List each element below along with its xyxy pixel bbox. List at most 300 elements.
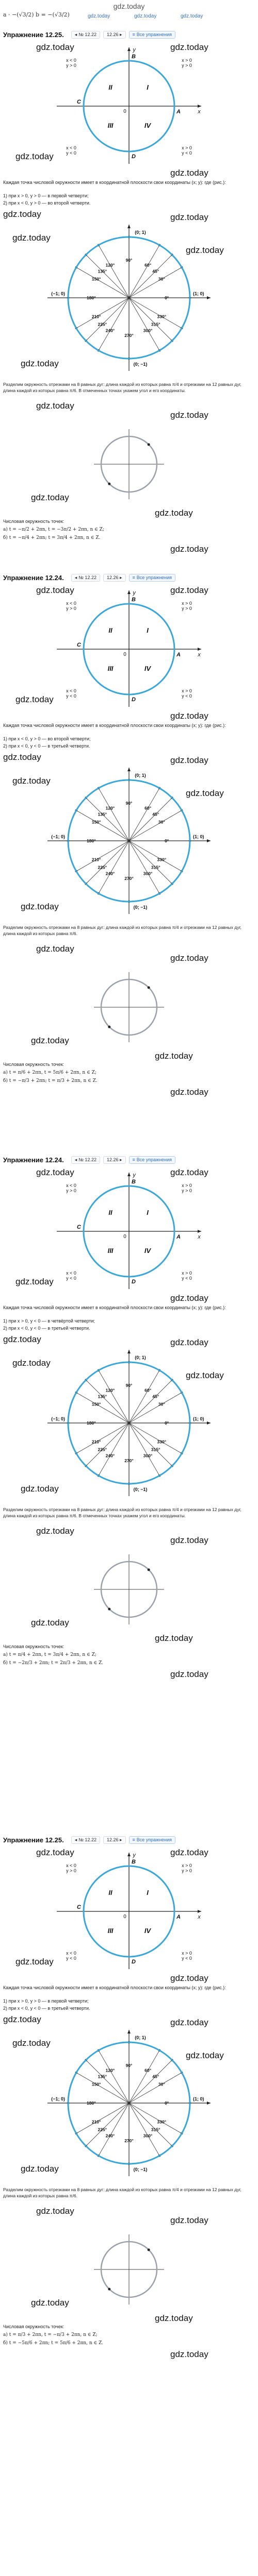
unit-circle-diagram bbox=[0, 221, 258, 375]
point-label: A bbox=[176, 1234, 181, 1240]
watermark: gdz.today bbox=[12, 233, 51, 243]
angle-label: 60° bbox=[144, 262, 152, 268]
answer-circle-diagram bbox=[0, 969, 258, 1046]
radius-line bbox=[86, 2103, 129, 2146]
watermark: gdz.today bbox=[170, 2018, 208, 2027]
unit-circle-diagram bbox=[0, 2026, 258, 2180]
angle-label: 210° bbox=[91, 857, 101, 862]
angle-label: 180° bbox=[87, 1420, 96, 1426]
watermark: gdz.today bbox=[186, 245, 224, 255]
watermark: gdz.today bbox=[170, 1293, 208, 1303]
answer-point bbox=[108, 1026, 110, 1028]
prev-exercise-label: № 12.22 bbox=[78, 32, 96, 37]
angle-label: 135° bbox=[98, 268, 107, 274]
angle-label: 45° bbox=[152, 1394, 159, 1399]
axis-label: y bbox=[133, 1852, 136, 1858]
angle-label: 240° bbox=[105, 2133, 115, 2139]
all-exercises-label: Все упражнения bbox=[136, 575, 172, 580]
origin-label: 0 bbox=[123, 1234, 126, 1240]
quadrant-condition: x > 0 bbox=[182, 601, 192, 606]
radius-line bbox=[129, 298, 172, 341]
watermark: gdz.today bbox=[170, 953, 208, 963]
exercise-header bbox=[3, 1154, 255, 1165]
answer-point bbox=[108, 2288, 110, 2291]
watermark: gdz.today bbox=[170, 544, 208, 554]
prev-exercise-button[interactable] bbox=[71, 1156, 100, 1164]
coord-bottom: (0; −1) bbox=[133, 1487, 148, 1492]
next-exercise-label: 12.26 ▸ bbox=[106, 1157, 122, 1162]
all-exercises-button[interactable] bbox=[129, 574, 176, 582]
angle-label: 225° bbox=[98, 865, 107, 870]
x-axis-arrow-icon bbox=[207, 2102, 211, 2105]
angle-label: 315° bbox=[151, 321, 160, 327]
x-axis-arrow-icon bbox=[198, 105, 201, 108]
watermark: gdz.today bbox=[15, 151, 54, 161]
watermark: gdz.today bbox=[186, 788, 224, 798]
watermark: gdz.today bbox=[12, 1358, 51, 1368]
coord-top: (0; 1) bbox=[135, 2035, 146, 2040]
prev-exercise-button[interactable] bbox=[71, 1836, 100, 1844]
quadrant-condition: y > 0 bbox=[182, 606, 192, 611]
angle-label: 150° bbox=[91, 819, 101, 825]
origin-label: 0 bbox=[123, 109, 126, 114]
watermark: gdz.today bbox=[155, 1633, 193, 1643]
exercise-text: 2) при x < 0, y < 0 — в третьей четверти. bbox=[3, 2006, 90, 2011]
watermark: gdz.today bbox=[12, 776, 51, 786]
angle-label: 300° bbox=[143, 2133, 153, 2139]
x-axis-arrow-icon bbox=[207, 839, 211, 842]
next-exercise-button[interactable] bbox=[103, 1156, 126, 1164]
quadrant-condition: x < 0 bbox=[66, 1863, 76, 1868]
watermark: gdz.today bbox=[15, 1957, 54, 1967]
axis-label: x bbox=[198, 1234, 201, 1240]
next-exercise-label: 12.26 ▸ bbox=[106, 574, 122, 580]
watermark: gdz.today bbox=[15, 694, 54, 704]
quadrant-label: III bbox=[107, 1247, 114, 1255]
point-label: A bbox=[176, 652, 181, 658]
quadrant-condition: x < 0 bbox=[66, 601, 76, 606]
quadrant-condition: y > 0 bbox=[182, 1188, 192, 1193]
answer-circle-diagram bbox=[0, 1551, 258, 1628]
formula-line: б) t = −π/4 + 2πn; t = 3π/4 + 2πn, n ∈ Z. bbox=[3, 535, 101, 540]
quadrant-label: I bbox=[147, 83, 149, 91]
exercise-text: Каждая точка числовой окружности имеет в координатной плоскости свои координаты (x; y): где (рис.): bbox=[3, 723, 226, 728]
quadrant-condition: y < 0 bbox=[182, 150, 192, 156]
quadrant-label: II bbox=[108, 626, 112, 634]
quadrant-condition: x > 0 bbox=[182, 1183, 192, 1188]
point-label: B bbox=[132, 54, 136, 60]
angle-label: 225° bbox=[98, 321, 107, 327]
origin-label: 0 bbox=[123, 652, 126, 657]
point-label: A bbox=[176, 109, 181, 115]
formula-line: а) t = π/4 + 2πn, t = 3π/4 + 2πn, n ∈ Z; bbox=[3, 1652, 96, 1657]
quadrant-label: II bbox=[108, 83, 112, 91]
quadrant-condition: y > 0 bbox=[66, 1868, 76, 1873]
watermark: gdz.today bbox=[170, 755, 208, 765]
list-icon: ≡ bbox=[132, 32, 135, 37]
angle-label: 180° bbox=[87, 838, 96, 843]
origin-label: 0 bbox=[123, 1914, 126, 1920]
quadrant-condition: y > 0 bbox=[66, 606, 76, 611]
quadrant-condition: y < 0 bbox=[66, 693, 76, 699]
coord-top: (0; 1) bbox=[135, 773, 146, 778]
y-axis-arrow-icon bbox=[127, 1350, 131, 1353]
angle-label: 30° bbox=[158, 819, 165, 825]
watermark: gdz.today bbox=[36, 1526, 74, 1536]
quadrant-condition: x > 0 bbox=[182, 145, 192, 150]
quadrant-condition: x < 0 bbox=[66, 1951, 76, 1956]
x-axis-arrow-icon bbox=[207, 1421, 211, 1425]
watermark: gdz.today bbox=[31, 1036, 69, 1045]
y-axis-arrow-icon bbox=[127, 768, 131, 771]
watermark: gdz.today bbox=[170, 711, 208, 721]
quadrant-label: III bbox=[107, 1927, 114, 1935]
radius-line bbox=[86, 298, 129, 341]
angle-label: 150° bbox=[91, 276, 101, 282]
quadrant-condition: y > 0 bbox=[182, 1868, 192, 1873]
exercise-text: Каждая точка числовой окружности имеет в координатной плоскости свои координаты (x; y): где (рис.): bbox=[3, 1985, 226, 1990]
quadrant-condition: y < 0 bbox=[182, 693, 192, 699]
chevron-left-icon: ◂ bbox=[74, 31, 77, 37]
watermark: gdz.today bbox=[31, 1618, 69, 1628]
quadrant-condition: x < 0 bbox=[66, 1183, 76, 1188]
watermark: gdz.today bbox=[186, 2050, 224, 2060]
prev-exercise-label: № 12.22 bbox=[78, 1837, 96, 1842]
watermark: gdz.today bbox=[21, 1484, 59, 1494]
y-axis-arrow-icon bbox=[127, 590, 131, 594]
watermark: gdz.today bbox=[21, 359, 59, 368]
angle-label: 135° bbox=[98, 2074, 107, 2079]
nav-link-prev[interactable]: gdz.today bbox=[88, 13, 110, 19]
quadrant-label: I bbox=[147, 1889, 149, 1896]
watermark: gdz.today bbox=[155, 2313, 193, 2323]
quadrant-condition: x > 0 bbox=[182, 688, 192, 693]
angle-label: 300° bbox=[143, 1453, 153, 1459]
watermark: gdz.today bbox=[3, 1334, 41, 1344]
angle-label: 135° bbox=[98, 1394, 107, 1399]
answer-point bbox=[108, 1608, 110, 1611]
quadrant-condition: y < 0 bbox=[66, 150, 76, 156]
nav-link-mid[interactable]: gdz.today bbox=[134, 13, 157, 19]
quadrant-diagram bbox=[0, 1170, 258, 1293]
radius-line bbox=[129, 841, 172, 884]
exercise-text: Разделим окружность отрезками на 8 равных дуг: длина каждой из которых равна π/4 и отрезками на 12 равных дуг, длина каждой из которых равна π/6. bbox=[3, 2187, 241, 2198]
quadrant-condition: y < 0 bbox=[182, 1276, 192, 1281]
exercise-text: Числовая окружность точек: bbox=[3, 1644, 64, 1649]
angle-label: 210° bbox=[91, 314, 101, 319]
answer-circle-diagram bbox=[0, 426, 258, 503]
angle-label: 45° bbox=[152, 268, 159, 274]
all-exercises-button[interactable] bbox=[129, 31, 176, 39]
axis-label: x bbox=[198, 652, 201, 658]
site-brand[interactable]: gdz.today bbox=[113, 2, 145, 10]
watermark: gdz.today bbox=[170, 1337, 208, 1347]
point-label: D bbox=[132, 1959, 136, 1965]
watermark: gdz.today bbox=[170, 410, 208, 420]
point-label: D bbox=[132, 154, 136, 160]
radius-line bbox=[86, 1423, 129, 1466]
quadrant-label: II bbox=[108, 1209, 112, 1216]
exercise-text: 2) при x < 0, y > 0 — во второй четверти. bbox=[3, 200, 91, 206]
radius-line bbox=[129, 2103, 172, 2146]
x-axis-arrow-icon bbox=[198, 1910, 201, 1913]
quadrant-label: IV bbox=[144, 1927, 151, 1935]
angle-label: 0° bbox=[165, 1420, 169, 1426]
angle-label: 45° bbox=[152, 811, 159, 817]
quadrant-label: IV bbox=[144, 1247, 151, 1255]
prev-exercise-button[interactable] bbox=[71, 574, 100, 582]
watermark: gdz.today bbox=[36, 1167, 74, 1177]
angle-label: 90° bbox=[125, 2062, 133, 2068]
angle-label: 300° bbox=[143, 328, 153, 333]
angle-label: 180° bbox=[87, 2100, 96, 2106]
quadrant-label: II bbox=[108, 1889, 112, 1896]
prev-exercise-button[interactable] bbox=[71, 31, 100, 39]
all-exercises-label: Все упражнения bbox=[136, 1157, 172, 1162]
formula-line: а) t = −π/2 + 2πn, t = −3π/2 + 2πn, n ∈ Z; bbox=[3, 527, 104, 532]
angle-label: 60° bbox=[144, 1387, 152, 1393]
axis-label: y bbox=[133, 1172, 136, 1178]
quadrant-condition: x > 0 bbox=[182, 1270, 192, 1276]
axis-label: x bbox=[198, 1914, 201, 1920]
radius-line bbox=[129, 1380, 172, 1423]
watermark: gdz.today bbox=[170, 1535, 208, 1545]
watermark: gdz.today bbox=[31, 2298, 69, 2308]
prev-exercise-label: № 12.22 bbox=[78, 575, 96, 580]
point-label: C bbox=[77, 99, 81, 105]
answer-point bbox=[108, 483, 110, 485]
quadrant-label: III bbox=[107, 122, 114, 129]
angle-label: 300° bbox=[143, 871, 153, 876]
point-label: C bbox=[77, 642, 81, 648]
top-strip bbox=[0, 0, 258, 25]
angle-label: 90° bbox=[125, 1382, 133, 1388]
coord-bottom: (0; −1) bbox=[133, 362, 148, 367]
quadrant-condition: x > 0 bbox=[182, 1863, 192, 1868]
radius-line bbox=[86, 841, 129, 884]
quadrant-diagram bbox=[0, 587, 258, 711]
watermark: gdz.today bbox=[21, 2164, 59, 2174]
watermark: gdz.today bbox=[3, 209, 41, 219]
angle-label: 225° bbox=[98, 2127, 107, 2132]
coord-top: (0; 1) bbox=[135, 230, 146, 235]
watermark: gdz.today bbox=[186, 1370, 224, 1380]
angle-label: 30° bbox=[158, 1401, 165, 1407]
next-exercise-label: 12.26 ▸ bbox=[106, 1837, 122, 1842]
watermark: gdz.today bbox=[3, 2014, 41, 2024]
exercise-text: Числовая окружность точек: bbox=[3, 519, 64, 524]
angle-label: 0° bbox=[165, 295, 169, 300]
watermark: gdz.today bbox=[12, 2038, 51, 2048]
exercise-title: Упражнение 12.25. bbox=[3, 1836, 64, 1844]
chevron-left-icon: ◂ bbox=[74, 1157, 77, 1162]
unit-circle-diagram bbox=[0, 1346, 258, 1500]
nav-link-next[interactable]: gdz.today bbox=[181, 13, 203, 19]
watermark: gdz.today bbox=[170, 1167, 208, 1177]
angle-label: 120° bbox=[105, 805, 115, 811]
watermark: gdz.today bbox=[36, 42, 74, 52]
watermark: gdz.today bbox=[3, 752, 41, 762]
angle-label: 180° bbox=[87, 295, 96, 300]
exercise-text: 1) при x < 0, y > 0 — во второй четверти; bbox=[3, 736, 91, 741]
point-label: B bbox=[132, 597, 136, 603]
angle-label: 270° bbox=[124, 1458, 134, 1464]
coord-top: (0; 1) bbox=[135, 1355, 146, 1360]
exercise-text: Разделим окружность отрезками на 8 равных дуг: длина каждой из которых равна π/4 и отрезками на 12 равных дуг, длина каждой из которых равна π/6. В отмеченных точках укажем угол и его координаты. bbox=[3, 1507, 241, 1518]
quadrant-condition: y > 0 bbox=[66, 1188, 76, 1193]
point-label: D bbox=[132, 697, 136, 703]
answer-circle-diagram bbox=[0, 2231, 258, 2308]
x-axis-arrow-icon bbox=[198, 1230, 201, 1233]
angle-label: 225° bbox=[98, 1447, 107, 1452]
angle-label: 150° bbox=[91, 1401, 101, 1407]
exercise-text: Каждая точка числовой окружности имеет в координатной плоскости свои координаты (x; y): где (рис.): bbox=[3, 180, 226, 185]
y-axis-arrow-icon bbox=[127, 2030, 131, 2033]
quadrant-condition: x > 0 bbox=[182, 1951, 192, 1956]
radius-line bbox=[129, 255, 172, 298]
exercise-header bbox=[3, 572, 255, 583]
quadrant-condition: x < 0 bbox=[66, 58, 76, 63]
angle-label: 330° bbox=[157, 857, 167, 862]
exercise-text: 2) при x < 0, y < 0 — в третьей четверти. bbox=[3, 743, 90, 749]
point-label: C bbox=[77, 1904, 81, 1910]
angle-label: 240° bbox=[105, 1453, 115, 1459]
watermark: gdz.today bbox=[170, 212, 208, 222]
watermark: gdz.today bbox=[170, 168, 208, 178]
next-exercise-button[interactable] bbox=[103, 31, 126, 39]
quadrant-condition: y < 0 bbox=[182, 1956, 192, 1961]
formula-line: б) t = −5π/6 + 2πn; t = 5π/6 + 2πn, n ∈ Z. bbox=[3, 2341, 104, 2346]
next-exercise-label: 12.26 ▸ bbox=[106, 31, 122, 37]
quadrant-condition: x > 0 bbox=[182, 58, 192, 63]
point-label: B bbox=[132, 1179, 136, 1185]
coord-left: (−1; 0) bbox=[51, 291, 65, 296]
watermark: gdz.today bbox=[170, 585, 208, 595]
watermark: gdz.today bbox=[36, 2206, 74, 2216]
quadrant-label: IV bbox=[144, 122, 151, 129]
watermark: gdz.today bbox=[170, 1848, 208, 1857]
watermark: gdz.today bbox=[15, 1277, 54, 1286]
coord-bottom: (0; −1) bbox=[133, 2167, 148, 2172]
quadrant-diagram bbox=[0, 44, 258, 168]
angle-label: 240° bbox=[105, 328, 115, 333]
exercise-text: 1) при x > 0, y > 0 — в первой четверти; bbox=[3, 193, 89, 198]
answer-point bbox=[148, 2248, 150, 2251]
coord-right: (1; 0) bbox=[193, 291, 204, 296]
exercise-text: Каждая точка числовой окружности имеет в координатной плоскости свои координаты (x; y): где (рис.): bbox=[3, 1305, 226, 1310]
chevron-left-icon: ◂ bbox=[74, 1837, 77, 1842]
angle-label: 0° bbox=[165, 2100, 169, 2106]
formula-line: а) t = π/3 + 2πn, t = −π/3 + 2πn, n ∈ Z; bbox=[3, 2332, 98, 2337]
quadrant-label: III bbox=[107, 665, 114, 672]
angle-label: 270° bbox=[124, 333, 134, 338]
angle-label: 30° bbox=[158, 2081, 165, 2087]
coord-right: (1; 0) bbox=[193, 1416, 204, 1421]
exercise-text: Числовая окружность точек: bbox=[3, 1062, 64, 1067]
list-icon: ≡ bbox=[132, 1157, 135, 1162]
angle-label: 330° bbox=[157, 2119, 167, 2125]
next-exercise-button[interactable] bbox=[103, 574, 126, 582]
quadrant-condition: y > 0 bbox=[182, 63, 192, 68]
coord-left: (−1; 0) bbox=[51, 2096, 65, 2102]
coord-left: (−1; 0) bbox=[51, 834, 65, 839]
angle-label: 210° bbox=[91, 1439, 101, 1445]
exercise-header bbox=[3, 1834, 255, 1845]
radius-line bbox=[129, 798, 172, 841]
y-axis-arrow-icon bbox=[127, 225, 131, 228]
coord-right: (1; 0) bbox=[193, 834, 204, 839]
watermark: gdz.today bbox=[155, 1051, 193, 1061]
quadrant-label: I bbox=[147, 1209, 149, 1216]
axis-label: y bbox=[133, 47, 136, 53]
quadrant-label: IV bbox=[144, 665, 151, 672]
coord-bottom: (0; −1) bbox=[133, 905, 148, 910]
y-axis-arrow-icon bbox=[127, 47, 131, 51]
coord-right: (1; 0) bbox=[193, 2096, 204, 2102]
angle-label: 330° bbox=[157, 314, 167, 319]
angle-label: 240° bbox=[105, 871, 115, 876]
formula-line: б) t = −π/3 + 2πn; t = π/3 + 2πn, n ∈ Z. bbox=[3, 1078, 98, 1083]
watermark: gdz.today bbox=[36, 944, 74, 954]
all-exercises-label: Все упражнения bbox=[136, 1837, 172, 1842]
formula-line: б) t = −2π/3 + 2πn; t = 2π/3 + 2πn, n ∈ Z. bbox=[3, 1660, 104, 1666]
unit-circle-diagram bbox=[0, 764, 258, 918]
exercise-text: Числовая окружность точек: bbox=[3, 2324, 64, 2329]
exercise-text: Разделим окружность отрезками на 8 равных дуг: длина каждой из которых равна π/4 и отрезками на 12 равных дуг, длина каждой из которых равна π/6. bbox=[3, 925, 241, 936]
list-icon: ≡ bbox=[132, 575, 135, 580]
watermark: gdz.today bbox=[36, 1848, 74, 1857]
y-axis-arrow-icon bbox=[127, 1853, 131, 1856]
angle-label: 315° bbox=[151, 865, 160, 870]
exercise-title: Упражнение 12.24. bbox=[3, 1156, 64, 1164]
next-exercise-button[interactable] bbox=[103, 1836, 126, 1844]
y-axis-arrow-icon bbox=[127, 1173, 131, 1176]
all-exercises-button[interactable] bbox=[129, 1836, 176, 1844]
watermark: gdz.today bbox=[155, 508, 193, 518]
watermark: gdz.today bbox=[170, 2215, 208, 2225]
radius-line bbox=[129, 1423, 172, 1466]
quadrant-diagram bbox=[0, 1850, 258, 1973]
exercise-title: Упражнение 12.24. bbox=[3, 573, 64, 582]
angle-label: 120° bbox=[105, 262, 115, 268]
point-label: C bbox=[77, 1224, 81, 1230]
watermark: gdz.today bbox=[36, 401, 74, 411]
answer-point bbox=[148, 1568, 150, 1571]
all-exercises-button[interactable] bbox=[129, 1156, 176, 1164]
angle-label: 90° bbox=[125, 800, 133, 806]
coord-left: (−1; 0) bbox=[51, 1416, 65, 1421]
watermark: gdz.today bbox=[36, 585, 74, 595]
quadrant-condition: y < 0 bbox=[66, 1956, 76, 1961]
watermark: gdz.today bbox=[170, 1087, 208, 1097]
angle-label: 45° bbox=[152, 2074, 159, 2079]
exercise-text: 2) при x < 0, y < 0 — в третьей четверти. bbox=[3, 1326, 90, 1331]
angle-label: 210° bbox=[91, 2119, 101, 2125]
angle-label: 90° bbox=[125, 257, 133, 263]
quadrant-label: I bbox=[147, 626, 149, 634]
x-axis-arrow-icon bbox=[198, 648, 201, 651]
quadrant-condition: y < 0 bbox=[66, 1276, 76, 1281]
angle-label: 330° bbox=[157, 1439, 167, 1445]
exercise-title: Упражнение 12.25. bbox=[3, 30, 64, 39]
all-exercises-label: Все упражнения bbox=[136, 32, 172, 37]
watermark: gdz.today bbox=[31, 493, 69, 502]
x-axis-arrow-icon bbox=[207, 296, 211, 299]
point-label: A bbox=[176, 1914, 181, 1920]
prev-exercise-label: № 12.22 bbox=[78, 1157, 96, 1162]
watermark: gdz.today bbox=[170, 42, 208, 52]
chevron-left-icon: ◂ bbox=[74, 574, 77, 580]
